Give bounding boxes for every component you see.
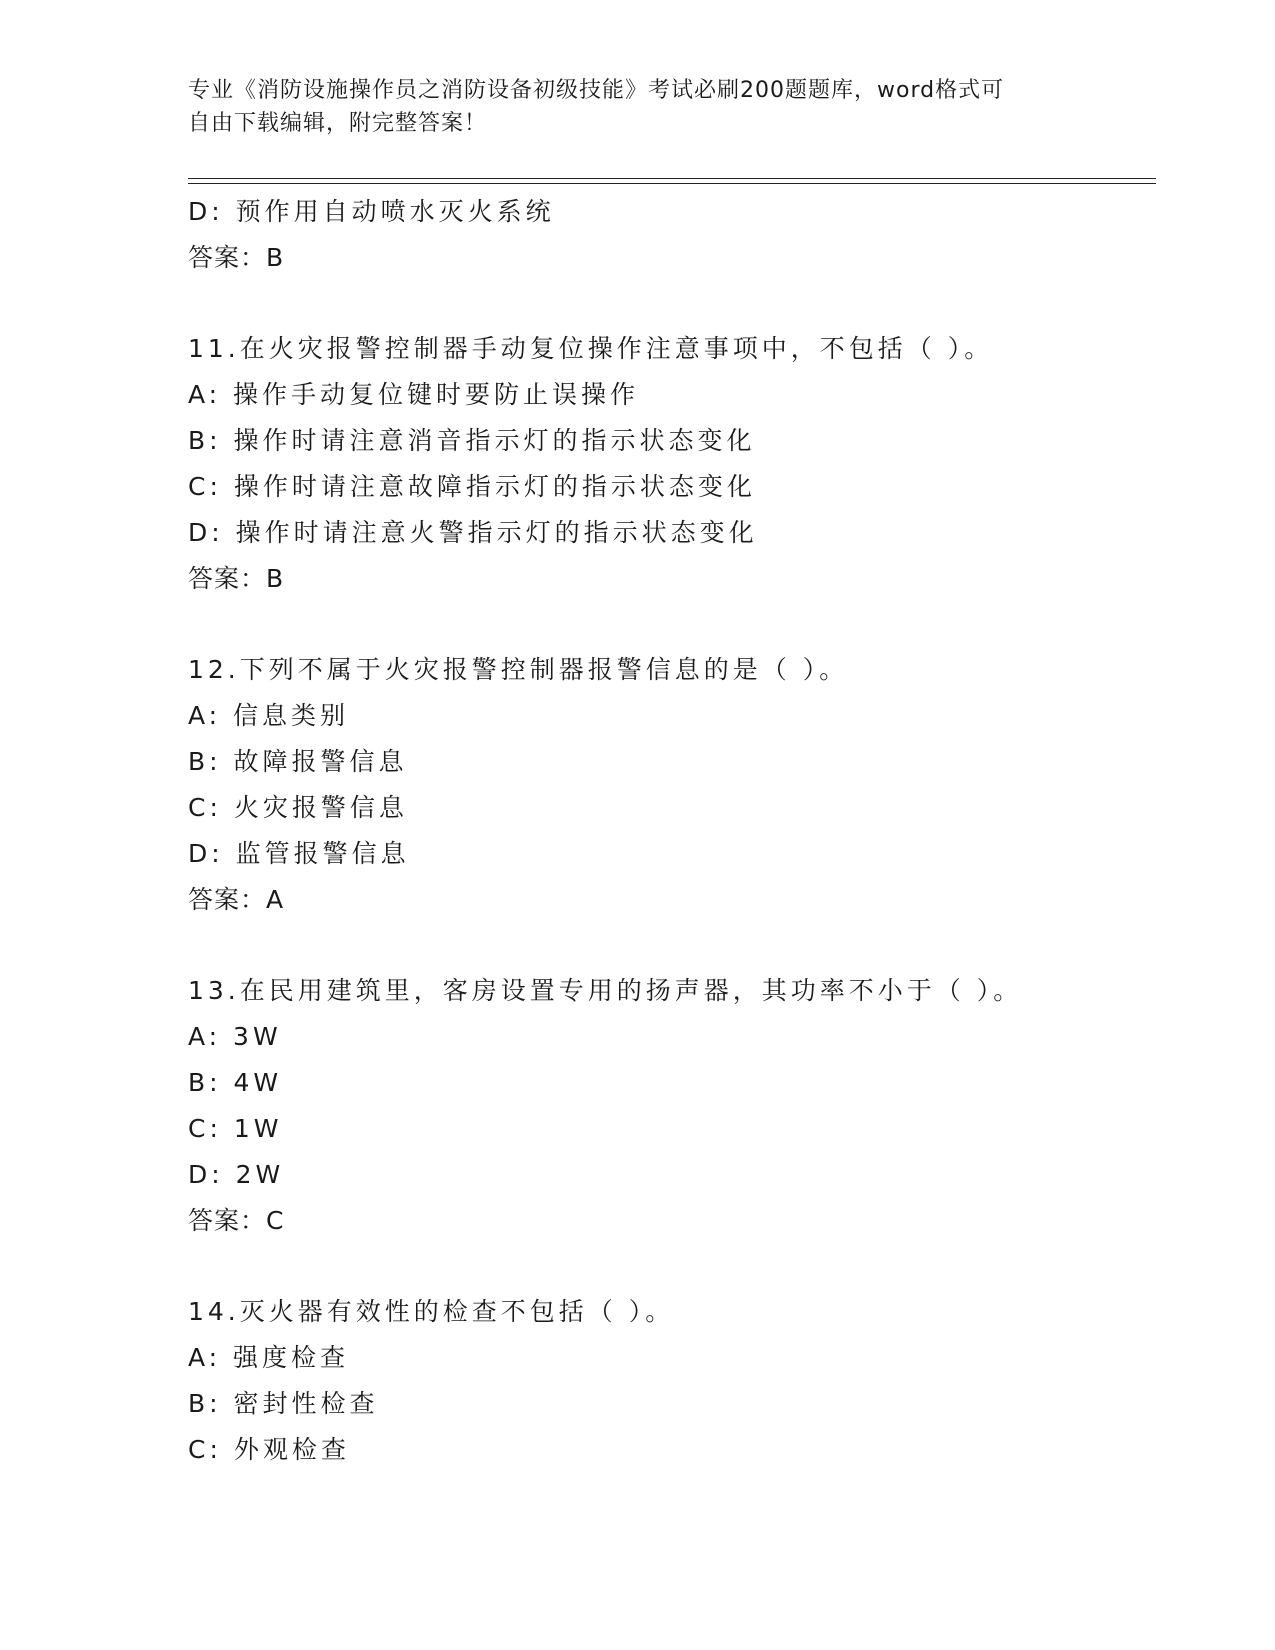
option-a: A: 3W [188, 1022, 282, 1051]
header-line-2: 自由下载编辑，附完整答案！ [188, 111, 488, 136]
header-divider-top [188, 178, 1156, 179]
question-stem: 11.在火灾报警控制器手动复位操作注意事项中，不包括（ ）。 [188, 334, 994, 363]
question-stem: 13.在民用建筑里，客房设置专用的扬声器，其功率不小于（ ）。 [188, 976, 1023, 1005]
option-d: D: 预作用自动喷水灭火系统 [188, 197, 555, 226]
option-c: C: 操作时请注意故障指示灯的指示状态变化 [188, 472, 756, 501]
option-b: B: 密封性检查 [188, 1389, 379, 1418]
option-d: D: 操作时请注意火警指示灯的指示状态变化 [188, 518, 758, 547]
document-header [188, 74, 1088, 140]
question-stem: 14.灭火器有效性的检查不包括（ ）。 [188, 1297, 675, 1326]
option-d: D: 2W [188, 1160, 285, 1189]
answer: 答案：C [188, 1206, 285, 1235]
option-c: C: 火灾报警信息 [188, 793, 408, 822]
question-stem: 12.下列不属于火灾报警控制器报警信息的是（ ）。 [188, 655, 849, 684]
option-c: C: 1W [188, 1114, 283, 1143]
option-d: D: 监管报警信息 [188, 839, 410, 868]
option-a: A: 强度检查 [188, 1343, 350, 1372]
option-a: A: 操作手动复位键时要防止误操作 [188, 380, 640, 409]
header-divider-bottom [188, 183, 1156, 184]
option-b: B: 4W [188, 1068, 283, 1097]
question-14 [188, 1289, 1156, 1473]
question-13 [188, 968, 1156, 1244]
question-12 [188, 647, 1156, 923]
option-a: A: 信息类别 [188, 701, 350, 730]
option-b: B: 故障报警信息 [188, 747, 408, 776]
answer: 答案：B [188, 243, 285, 272]
option-b: B: 操作时请注意消音指示灯的指示状态变化 [188, 426, 756, 455]
question-11 [188, 326, 1156, 602]
answer: 答案：A [188, 885, 285, 914]
question-list [188, 189, 1156, 1473]
header-line-1: 专业《消防设施操作员之消防设备初级技能》考试必刷200题题库，word格式可 [188, 78, 1005, 103]
option-c: C: 外观检查 [188, 1435, 350, 1464]
answer: 答案：B [188, 564, 285, 593]
